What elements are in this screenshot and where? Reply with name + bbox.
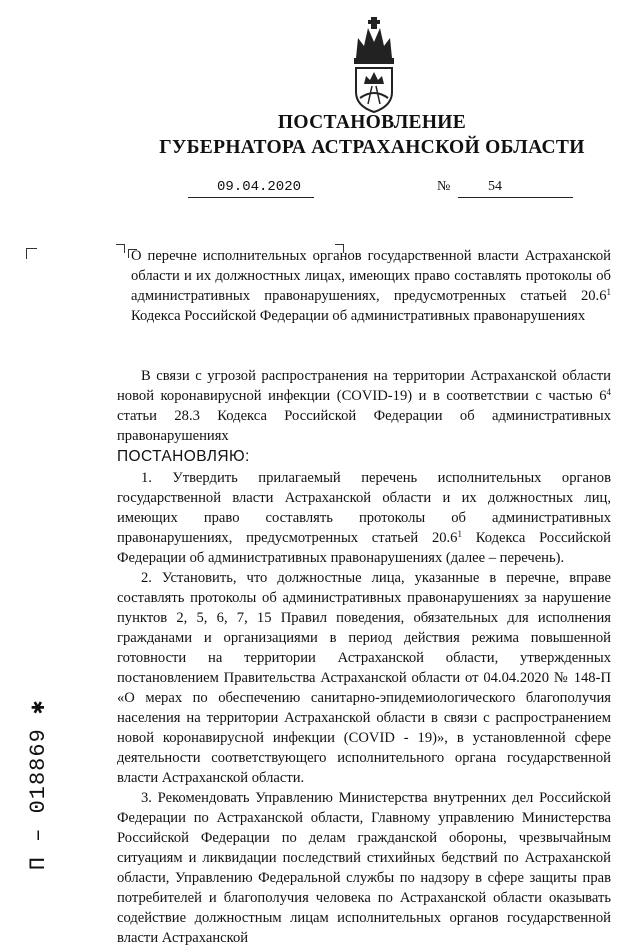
coat-of-arms-emblem [342,14,406,114]
number-label: № [437,179,451,194]
document-date: 09.04.2020 [188,177,314,198]
serial-number-text: П – 018869 ✱ [26,699,51,871]
corner-mark [116,244,125,253]
document-title: ПОСТАНОВЛЕНИЕ [277,112,467,133]
paragraph-1: 1. Утвердить прилагаемый перечень исполнительных органов государственной власти Астраханской области и их должностных лиц, имеющих право составлять протоколы об административных правонарушениях, предусмотренных статьей 20.6$^1$ Кодекса Российской Федерации об административных правонарушениях (далее – перечень). [117,470,611,566]
document-subject: О перечне исполнительных органов государственной власти Астраханской области и их должностных лицах, имеющих право составлять протоколы об административных правонарушениях, предусмотренных статьей 20.6$^1$ Кодекса Российской Федерации об административных правонарушениях [131,248,611,324]
paragraph-3: 3. Рекомендовать Управлению Министерства внутренних дел Российской Федерации по Астраханской области, Главному управлению Министерства Российской Федерации по делам гражданской обороны, чрезвычайным ситуациям и ликвидации последствий стихийных бедствий по Астраханской области, Управлению Федеральной службы по надзору в сфере защиты прав потребителей и благополучия человека по Астраханской области оказывать содействие должностным лицам исполнительных органов государственной власти Астраханской [117,790,611,946]
document-number: 54 [458,177,573,198]
corner-mark [26,248,37,259]
document-issuer: ГУБЕРНАТОРА АСТРАХАНСКОЙ ОБЛАСТИ [159,137,585,158]
paragraph-preamble: В связи с угрозой распространения на территории Астраханской области новой коронавирусной инфекции (COVID-19) и в соответствии с частью $6^4$ статьи 28.3 Кодекса Российской Федерации об административных правонарушениях [117,368,611,444]
paragraph-2: 2. Установить, что должностные лица, указанные в перечне, вправе составлять протоколы об административных правонарушениях за нарушение пунктов 2, 5, 6, 7, 15 Правил поведения, обязательных для исполнения гражданами и организациями в период действия режима повышенной готовности на территории Астраханской области, утвержденных постановлением Правительства Астраханской области от 04.04.2020 № 148-П «О мерах по обеспечению санитарно-эпидемиологического благополучия населения на территории Астраханской области в связи с распространением новой коронавирусной инфекции (COVID - 19)», в установленной сфере деятельности соответствующего исполнительного органа государственной власти Астраханской области. [117,570,611,786]
serial-number-stamp [18,699,58,871]
document-body [117,366,611,948]
decree-word: ПОСТАНОВЛЯЮ: [117,448,250,465]
